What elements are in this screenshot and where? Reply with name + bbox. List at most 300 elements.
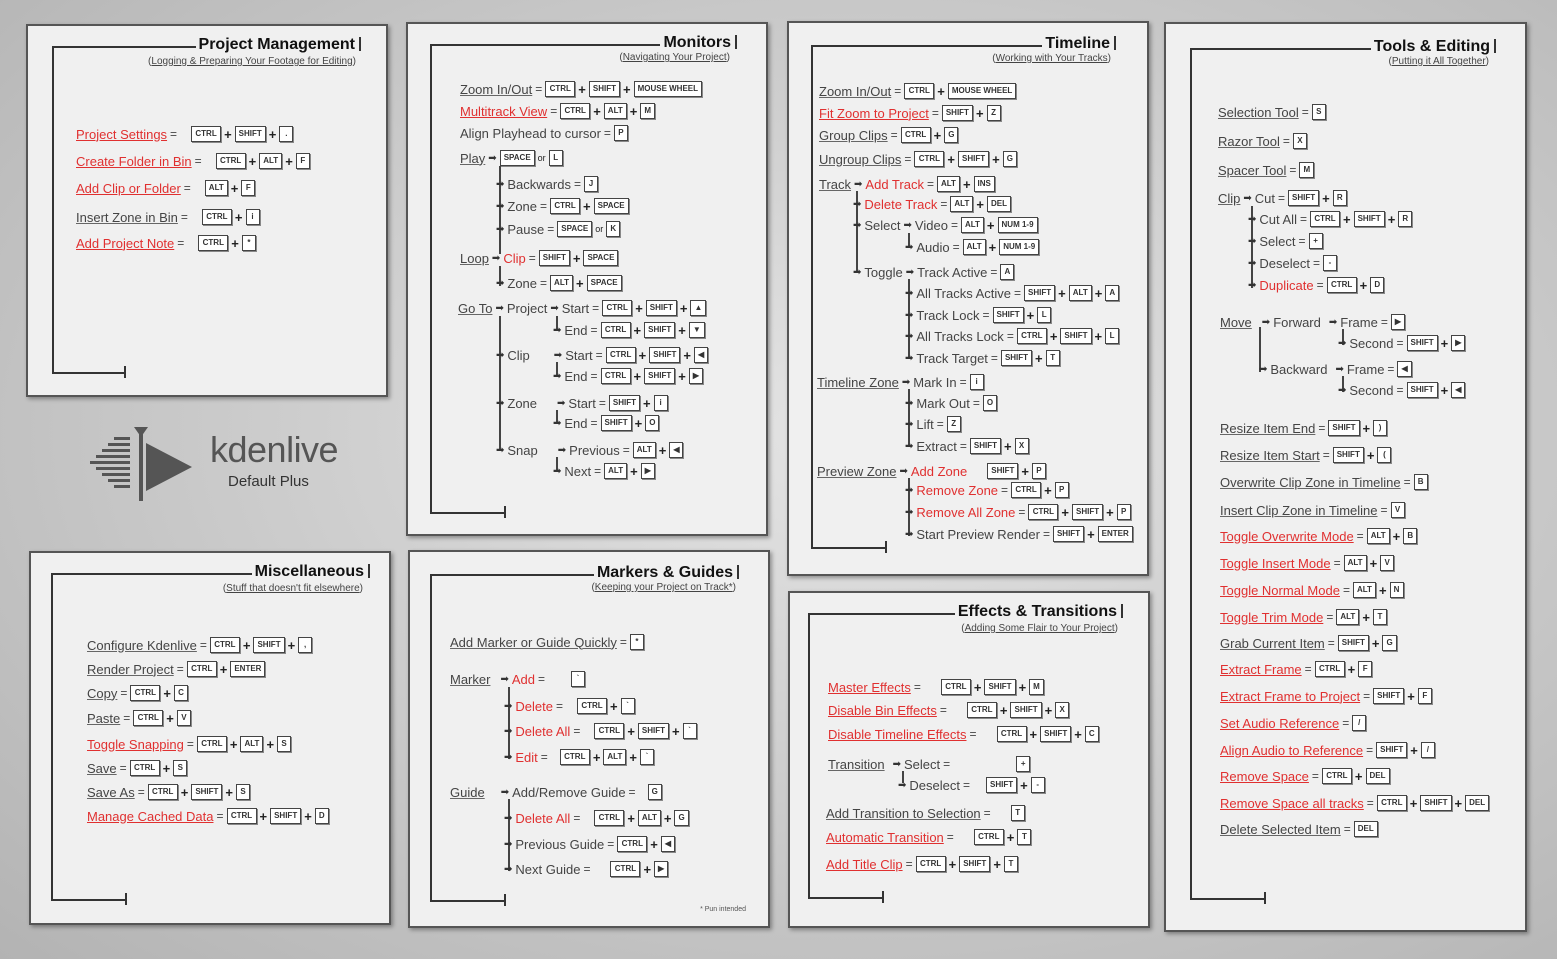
plus-sign: + [592, 749, 601, 765]
key-ctrl: CTRL [617, 836, 647, 852]
shortcut-label: Extract Frame to Project [1220, 688, 1361, 704]
kdenlive-logo-icon [88, 425, 198, 505]
equals-sign: = [176, 662, 184, 676]
plus-sign: + [1021, 463, 1029, 479]
arrow-icon: ➡ [1248, 213, 1257, 225]
arrow-icon: ➡ [488, 152, 497, 164]
plus-sign: + [627, 723, 635, 739]
panel-subtitle: (Working with Your Tracks) [992, 53, 1111, 64]
key-key: ▲ [690, 300, 706, 316]
equals-sign: = [537, 672, 545, 686]
plus-sign: + [986, 217, 995, 233]
plus-sign: + [180, 784, 189, 800]
shortcut-label: Go To [458, 300, 493, 316]
key-alt: ALT [604, 463, 627, 479]
shortcut-label: Track Active [917, 264, 988, 280]
shortcut-row [460, 250, 618, 266]
shortcut-label: All Tracks Lock [916, 328, 1004, 344]
plus-sign: + [219, 661, 228, 677]
shortcut-label: Marker [450, 671, 491, 687]
shortcut-row [819, 83, 1016, 99]
shortcut-row [496, 176, 598, 192]
shortcut-row [450, 634, 644, 650]
shortcut-row [504, 749, 654, 765]
key-shift: SHIFT [646, 300, 677, 316]
shortcut-label: Deselect [1259, 255, 1310, 271]
plus-sign: + [634, 415, 643, 431]
key-mouse-wheel: MOUSE WHEEL [634, 81, 702, 97]
key-shift: SHIFT [986, 777, 1017, 793]
shortcut-label: Add Track [865, 176, 924, 192]
plus-sign: + [1347, 661, 1356, 677]
key-j: J [584, 176, 598, 192]
footnote: * Pun intended [700, 906, 746, 913]
shortcut-label: Move [1220, 314, 1252, 330]
key-key: ▶ [1391, 314, 1405, 330]
arrow-icon: ➡ [504, 725, 513, 737]
shortcut-row [905, 350, 1060, 366]
shortcut-row [458, 300, 706, 316]
shortcut-label: Copy [87, 685, 118, 701]
arrow-icon: ➡ [1248, 257, 1257, 269]
shortcut-row [460, 81, 702, 97]
shortcut-label: Razor Tool [1218, 133, 1280, 149]
arrow-icon: ➡ [553, 349, 563, 361]
equals-sign: = [1343, 822, 1351, 836]
key-f: F [1358, 661, 1372, 677]
key-shift: SHIFT [970, 438, 1001, 454]
equals-sign: = [982, 308, 990, 322]
plus-sign: + [1026, 307, 1035, 323]
plus-sign: + [268, 126, 277, 142]
key-ctrl: CTRL [130, 685, 160, 701]
plus-sign: + [230, 180, 239, 196]
shortcut-label: Delete Track [864, 196, 938, 212]
shortcut-label: Start [565, 347, 593, 363]
shortcut-row [819, 151, 1017, 167]
key-key: + [1309, 233, 1323, 249]
key-key: ( [1377, 447, 1391, 463]
plus-sign: + [629, 103, 638, 119]
equals-sign: = [894, 84, 902, 98]
shortcut-label: Guide [450, 784, 485, 800]
plus-sign: + [1094, 328, 1103, 344]
key-t: T [1046, 350, 1060, 366]
shortcut-row [1218, 133, 1307, 149]
equals-sign: = [607, 837, 615, 851]
arrow-icon: ➡ [496, 200, 505, 212]
shortcut-row [1218, 104, 1326, 120]
plus-sign: + [231, 235, 239, 251]
key-alt: ALT [638, 810, 661, 826]
arrow-icon: ➡ [491, 252, 501, 264]
plus-sign: + [1006, 829, 1015, 845]
shortcut-label: Play [460, 150, 486, 166]
plus-sign: + [658, 442, 667, 458]
plus-sign: + [593, 103, 601, 119]
key-shift: SHIFT [1338, 635, 1369, 651]
key-g: G [1382, 635, 1396, 651]
shortcut-row [87, 661, 265, 677]
shortcut-row [496, 221, 620, 237]
shortcut-label: Toggle Overwrite Mode [1220, 528, 1354, 544]
key-ctrl: CTRL [914, 151, 944, 167]
arrow-icon: ➡ [553, 417, 562, 429]
plus-sign: + [1020, 777, 1028, 793]
key-v: V [1380, 555, 1394, 571]
equals-sign: = [890, 128, 898, 142]
shortcut-label: Pause [507, 221, 545, 237]
key-m: M [640, 103, 655, 119]
key-del: DEL [987, 196, 1011, 212]
shortcut-row [1220, 420, 1387, 436]
panel-title: Markers & Guides [594, 564, 742, 582]
key-shift: SHIFT [1328, 420, 1359, 436]
key-ctrl: CTRL [1315, 661, 1345, 677]
key-key: ▶ [689, 368, 703, 384]
shortcut-label: Cut All [1259, 211, 1297, 227]
shortcut-label: End [564, 322, 588, 338]
key-c: C [1085, 726, 1099, 742]
key-key: ◀ [1397, 361, 1411, 377]
equals-sign: = [1282, 134, 1290, 148]
key-a: A [1000, 264, 1014, 280]
shortcut-row [828, 679, 1044, 695]
key-shift: SHIFT [1001, 350, 1032, 366]
equals-sign: = [180, 210, 188, 224]
panel-title: Miscellaneous [252, 563, 373, 581]
shortcut-row [553, 415, 659, 431]
panel-timeline [787, 21, 1149, 576]
shortcut-label: Delete All [515, 810, 571, 826]
shortcut-label: Grab Current Item [1220, 635, 1325, 651]
shortcut-label: Save [87, 760, 117, 776]
key-key: + [1016, 756, 1030, 772]
key-ctrl: CTRL [191, 126, 221, 142]
plus-sign: + [304, 808, 312, 824]
key-key: ` [571, 671, 585, 687]
key-shift: SHIFT [1024, 285, 1055, 301]
shortcut-row [76, 153, 310, 169]
key-mouse-wheel: MOUSE WHEEL [948, 83, 1016, 99]
plus-sign: + [229, 736, 238, 752]
key-p: P [1117, 504, 1131, 520]
panel-subtitle: (Logging & Preparing Your Footage for Editing) [148, 56, 356, 67]
arrow-icon: ➡ [854, 178, 863, 190]
key-ctrl: CTRL [545, 81, 575, 97]
arrow-icon: ➡ [905, 241, 914, 253]
key-ctrl: CTRL [1017, 328, 1047, 344]
shortcut-row [553, 463, 655, 479]
arrow-icon: ➡ [905, 330, 914, 342]
equals-sign: = [1387, 362, 1395, 376]
plus-sign: + [1018, 679, 1027, 695]
plus-sign: + [933, 127, 942, 143]
shortcut-row [87, 637, 312, 653]
plus-sign: + [643, 861, 652, 877]
key-i: i [246, 209, 260, 225]
key-space: SPACE [583, 250, 618, 266]
key-o: O [983, 395, 997, 411]
equals-sign: = [573, 177, 581, 191]
key-alt: ALT [259, 153, 282, 169]
shortcut-label: Project [506, 300, 548, 316]
key-d: D [1370, 277, 1384, 293]
shortcut-row [905, 239, 1039, 255]
shortcut-label: Multitrack View [460, 103, 548, 119]
plus-sign: + [162, 760, 171, 776]
shortcut-label: Remove All Zone [916, 504, 1016, 520]
plus-sign: + [1362, 609, 1370, 625]
equals-sign: = [1006, 329, 1014, 343]
equals-sign: = [1396, 336, 1404, 350]
key-alt: ALT [1336, 609, 1359, 625]
key-shift: SHIFT [589, 81, 620, 97]
key-f: F [241, 180, 255, 196]
shortcut-row [905, 482, 1069, 498]
equals-sign: = [170, 127, 178, 141]
key-shift: SHIFT [191, 784, 222, 800]
equals-sign: = [1299, 212, 1307, 226]
equals-sign: = [628, 785, 636, 799]
shortcut-label: Lift [916, 416, 934, 432]
shortcut-label: Track Lock [916, 307, 980, 323]
key-shift: SHIFT [984, 679, 1015, 695]
plus-sign: + [1106, 504, 1114, 520]
key-ctrl: CTRL [916, 856, 946, 872]
shortcut-row [905, 285, 1119, 301]
shortcut-label: Mark Out [916, 395, 970, 411]
plus-sign: + [633, 322, 642, 338]
key-shift: SHIFT [1376, 742, 1407, 758]
key-ctrl: CTRL [560, 103, 590, 119]
key-ctrl: CTRL [202, 209, 232, 225]
shortcut-label: Mark In [913, 374, 957, 390]
plus-sign: + [1074, 726, 1082, 742]
arrow-icon: ➡ [898, 779, 907, 791]
equals-sign: = [1326, 610, 1334, 624]
key-key: ` [640, 749, 654, 765]
plus-sign: + [1392, 528, 1401, 544]
shortcut-label: Add Project Note [76, 235, 175, 251]
plus-sign: + [622, 81, 631, 97]
shortcut-label: Snap [507, 442, 538, 458]
panel-subtitle: (Keeping your Project on Track*) [591, 582, 736, 593]
key-t: T [1373, 609, 1387, 625]
key-alt: ALT [1344, 555, 1367, 571]
equals-sign: = [594, 464, 602, 478]
key-ctrl: CTRL [550, 198, 580, 214]
shortcut-label: Add Title Clip [826, 856, 903, 872]
key-key: ▼ [689, 322, 705, 338]
key-key: ` [683, 723, 697, 739]
shortcut-label: Clip [1218, 190, 1241, 206]
equals-sign: = [598, 396, 606, 410]
shortcut-label: Zoom In/Out [460, 81, 533, 97]
key-shift: SHIFT [638, 723, 669, 739]
shortcut-row [853, 264, 1014, 280]
shortcut-label: Duplicate [1259, 277, 1314, 293]
key-ctrl: CTRL [577, 698, 607, 714]
equals-sign: = [216, 809, 224, 823]
shortcut-label: Delete Selected Item [1220, 821, 1341, 837]
key-s: S [236, 784, 250, 800]
equals-sign: = [137, 785, 145, 799]
key-ctrl: CTRL [227, 808, 257, 824]
key-r: R [1398, 211, 1412, 227]
shortcut-row [1220, 688, 1432, 704]
panel-title: Tools & Editing [1371, 38, 1499, 56]
shortcut-row [819, 176, 995, 192]
key-p: P [614, 125, 628, 141]
shortcut-row [496, 442, 683, 458]
equals-sign: = [595, 348, 603, 362]
equals-sign: = [939, 703, 947, 717]
shortcut-label: Toggle [864, 264, 903, 280]
plus-sign: + [1378, 582, 1387, 598]
equals-sign: = [990, 351, 998, 365]
arrow-icon: ➡ [901, 376, 911, 388]
key-p: P [1032, 463, 1046, 479]
plus-sign: + [1029, 726, 1038, 742]
shortcut-label: Select [864, 217, 901, 233]
plus-sign: + [1354, 768, 1363, 784]
shortcut-label: Start [568, 395, 596, 411]
shortcut-label: All Tracks Active [916, 285, 1012, 301]
shortcut-row [898, 777, 1045, 793]
plus-sign: + [627, 810, 635, 826]
shortcut-label: End [564, 415, 588, 431]
key-shift: SHIFT [1354, 211, 1385, 227]
plus-sign: + [1061, 504, 1069, 520]
equals-sign: = [1304, 662, 1312, 676]
shortcut-label: Fit Zoom to Project [819, 105, 929, 121]
arrow-icon: ➡ [1328, 316, 1338, 328]
shortcut-row [1220, 528, 1417, 544]
shortcut-label: Track [819, 176, 852, 192]
panel-title: Timeline [1042, 35, 1119, 53]
shortcut-row [87, 685, 188, 701]
plus-sign: + [285, 153, 293, 169]
plus-sign: + [609, 698, 618, 714]
arrow-icon: ➡ [903, 219, 912, 231]
plus-sign: + [988, 239, 997, 255]
shortcut-label: Disable Bin Effects [828, 702, 937, 718]
shortcut-label: Audio [916, 239, 950, 255]
equals-sign: = [583, 862, 591, 876]
plus-sign: + [992, 151, 1000, 167]
plus-sign: + [1087, 526, 1095, 542]
panel-effects-transitions [788, 591, 1150, 928]
arrow-icon: ➡ [553, 465, 562, 477]
shortcut-label: Clip [507, 347, 530, 363]
arrow-icon: ➡ [905, 528, 914, 540]
key-key: ▶ [1451, 335, 1465, 351]
shortcut-row [905, 307, 1051, 323]
plus-sign: + [962, 176, 971, 192]
shortcut-label: Resize Item End [1220, 420, 1316, 436]
plus-sign: + [1409, 795, 1418, 811]
plus-sign: + [248, 153, 257, 169]
shortcut-label: Select [1259, 233, 1296, 249]
equals-sign: = [603, 126, 611, 140]
equals-sign: = [1363, 689, 1371, 703]
shortcut-label: Preview Zone [817, 463, 897, 479]
key-ctrl: CTRL [904, 83, 934, 99]
shortcut-row [1259, 361, 1412, 377]
equals-sign: = [1042, 527, 1050, 541]
key-t: T [1011, 805, 1025, 821]
key-k: K [606, 221, 620, 237]
shortcut-row [1220, 661, 1372, 677]
shortcut-row [905, 395, 997, 411]
shortcut-label: Render Project [87, 661, 174, 677]
shortcut-row [553, 322, 705, 338]
arrow-icon: ➡ [1338, 384, 1347, 396]
equals-sign: = [1356, 529, 1364, 543]
arrow-icon: ➡ [905, 397, 914, 409]
shortcut-label: Overwrite Clip Zone in Timeline [1220, 474, 1401, 490]
key-ctrl: CTRL [594, 723, 624, 739]
key-alt: ALT [950, 196, 973, 212]
shortcut-row [460, 125, 628, 141]
equals-sign: = [952, 240, 960, 254]
shortcut-row [1338, 335, 1465, 351]
equals-sign: = [123, 711, 131, 725]
shortcut-label: Toggle Normal Mode [1220, 582, 1340, 598]
shortcut-row [460, 103, 655, 119]
arrow-icon: ➡ [905, 484, 914, 496]
key-alt: ALT [937, 176, 960, 192]
shortcut-label: Cut [1254, 190, 1276, 206]
shortcut-row [1220, 447, 1391, 463]
key-key: * [242, 235, 256, 251]
shortcut-row [1248, 211, 1412, 227]
shortcut-row [817, 374, 984, 390]
key-ctrl: CTRL [594, 810, 624, 826]
shortcut-label: Create Folder in Bin [76, 153, 192, 169]
shortcut-label: Video [914, 217, 948, 233]
arrow-icon: ➡ [504, 838, 513, 850]
plus-sign: + [999, 702, 1008, 718]
shortcut-label: Zoom In/Out [819, 83, 892, 99]
shortcut-label: Add Clip or Folder [76, 180, 181, 196]
shortcut-row [496, 275, 622, 291]
key-g: G [674, 810, 688, 826]
key-p: P [1055, 482, 1069, 498]
panel-miscellaneous [29, 551, 391, 925]
equals-sign: = [904, 152, 912, 166]
shortcut-label: Toggle Snapping [87, 736, 184, 752]
shortcut-row [1220, 502, 1405, 518]
shortcut-row [828, 756, 1030, 772]
equals-sign: = [1366, 796, 1374, 810]
key-shift: SHIFT [235, 126, 266, 142]
shortcut-label: Add Zone [910, 463, 968, 479]
shortcut-label: Automatic Transition [826, 829, 944, 845]
key-l: L [1105, 328, 1119, 344]
shortcut-row [1248, 255, 1337, 271]
key-ctrl: CTRL [1322, 768, 1352, 784]
shortcut-row [905, 416, 961, 432]
key-ctrl: CTRL [133, 710, 163, 726]
panel-subtitle: (Putting it All Together) [1388, 56, 1489, 67]
equals-sign: = [940, 197, 948, 211]
arrow-icon: ➡ [553, 370, 562, 382]
arrow-icon: ➡ [1248, 279, 1257, 291]
shortcut-row [826, 829, 1031, 845]
key-g: G [1003, 151, 1017, 167]
